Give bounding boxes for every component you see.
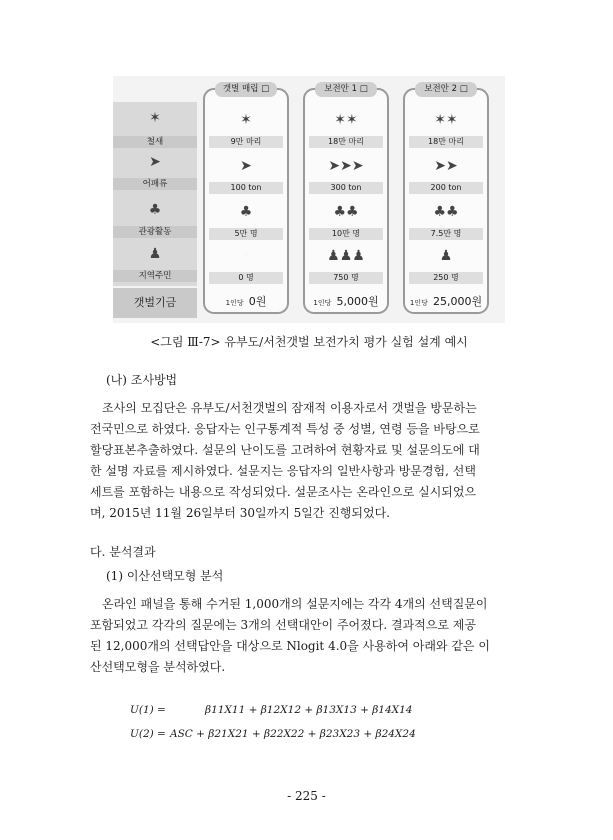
figure-caption: <그림 Ⅲ-7> 유부도/서천갯벌 보전가치 평가 실험 설계 예시 [150,335,468,349]
survey-design-figure [113,76,505,323]
equation-1-rhs: β11X11 + β12X12 + β13X13 + β14X14 [205,704,413,716]
fee-amount: 5,000원 [336,295,379,308]
paragraph-line: 포함되었고 각각의 질문에는 3개의 선택대안이 주어졌다. 결과적으로 제공 [90,618,476,632]
option-column-conserve-1 [303,84,389,314]
paragraph-line: 한 설명 자료를 제시하였다. 설문지는 응답자의 일반사항과 방문경험, 선택 [90,464,476,478]
fee-unit: 1인당 [225,299,244,307]
resident-icon: ♟ [148,246,162,262]
fee-value [309,290,383,309]
value-resident: 250 명 [409,272,483,284]
fee-label: 갯벌기금 [113,288,197,318]
paragraph-line: 조사의 모집단은 유부도/서천갯벌의 잠재적 이용자로서 갯벌을 방문하는 [102,401,477,415]
row-label-fish: 어패류 [113,178,197,190]
paragraph-line: 된 12,000개의 선택답안을 대상으로 Nlogit 4.0을 사용하여 아래와 같은 이 [90,639,490,653]
section-heading: 다. 분석결과 [90,545,156,559]
bird-icon: ✶ [149,110,161,126]
row-tourism [113,196,197,242]
bird-icon: ✶ [240,112,252,128]
fee-unit: 1인당 [313,299,332,307]
paragraph-line: 세트를 포함하는 내용으로 작성되었다. 설문조사는 온라인으로 실시되었으 [90,485,477,499]
fee-amount: 25,000원 [432,295,483,308]
fish-icon: ➤➤ [434,158,458,174]
value-fish: 300 ton [309,182,383,194]
fish-icon: ➤ [240,158,252,174]
value-bird: 18만 마리 [409,136,483,148]
row-label-resident: 지역주민 [113,270,197,282]
fish-icon: ➤➤➤ [328,158,364,174]
fee-value [409,290,483,309]
method-paragraph [90,398,530,524]
value-bird: 18만 마리 [309,136,383,148]
value-fish: 100 ton [209,182,283,194]
bird-icon: ✶✶ [434,112,458,128]
paragraph-line: 며, 2015년 11월 26일부터 30일까지 5일간 진행되었다. [90,506,390,520]
row-fish [113,148,197,196]
value-fish: 200 ton [409,182,483,194]
subsection-heading: (1) 이산선택모형 분석 [106,569,224,583]
column-title: 갯벌 매립 □ [215,82,277,97]
row-bird [113,102,197,154]
row-label-bird: 철새 [113,136,197,148]
section-heading: (나) 조사방법 [106,373,178,387]
bird-icon: ✶✶ [334,112,358,128]
fee-amount: 0원 [248,295,267,308]
resident-icon: ♟ [439,248,453,264]
value-tourism: 10만 명 [309,228,383,240]
equation-1-lhs: U(1) = [130,704,166,716]
row-resident [113,242,197,286]
option-column-reclaim [203,84,289,314]
tourist-icon: ♣♣ [433,204,459,220]
value-tourism: 7.5만 명 [409,228,483,240]
resident-icon: ♟♟♟ [327,248,365,264]
value-tourism: 5만 명 [209,228,283,240]
value-resident: 0 명 [209,272,283,284]
tourist-icon: ♣ [148,202,162,218]
option-column-conserve-2 [403,84,489,314]
value-bird: 9만 마리 [209,136,283,148]
tourist-icon: ♣♣ [333,204,359,220]
resident-icon-empty: · [243,248,249,264]
fee-unit: 1인당 [409,299,428,307]
fish-icon: ➤ [149,154,161,170]
equation-2-rhs: ASC + β21X21 + β22X22 + β23X23 + β24X24 [170,728,416,740]
paragraph-line: 할당표본추출하였다. 설문의 난이도를 고려하여 현황자료 및 설문의도에 대 [90,443,480,457]
tourist-icon: ♣ [239,204,253,220]
page-number: - 225 - [287,789,326,803]
paragraph-line: 산선택모형을 분석하였다. [90,660,226,674]
analysis-paragraph [90,594,530,678]
equation-2-lhs: U(2) = [130,728,166,740]
column-title: 보전안 2 □ [415,82,477,97]
paragraph-line: 전국민으로 하였다. 응답자는 인구통계적 특성 중 성별, 연령 등을 바탕으로 [90,422,480,436]
row-label-tourism: 관광활동 [113,226,197,238]
value-resident: 750 명 [309,272,383,284]
fee-value [209,290,283,309]
paragraph-line: 온라인 패널을 통해 수거된 1,000개의 설문지에는 각각 4개의 선택질문이 [102,597,488,611]
column-title: 보전안 1 □ [315,82,377,97]
